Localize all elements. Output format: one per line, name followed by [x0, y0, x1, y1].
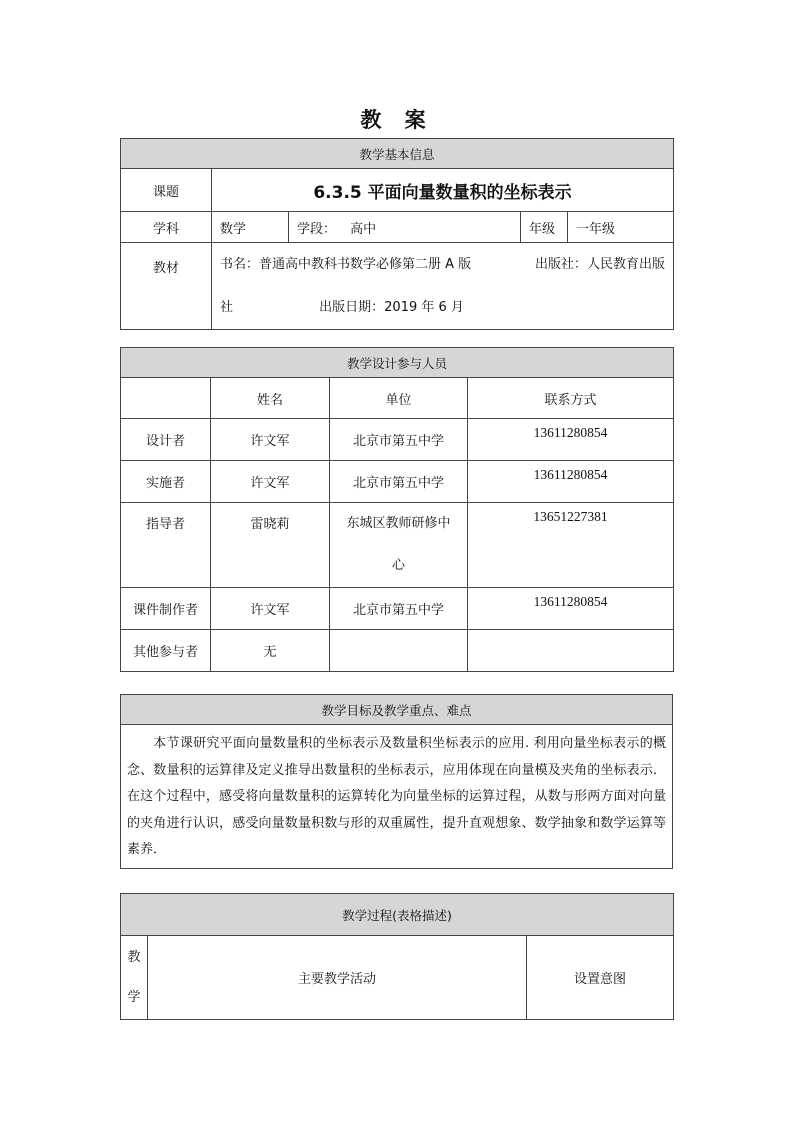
- basic-info-header: 教学基本信息: [121, 139, 674, 169]
- topic-value: 6.3.5 平面向量数量积的坐标表示: [212, 169, 674, 212]
- process-col3: 设置意图: [527, 936, 674, 1020]
- process-col2: 主要教学活动: [148, 936, 527, 1020]
- grade-label: 年级: [521, 212, 568, 243]
- table-row: [121, 503, 674, 588]
- table-row: [121, 588, 674, 630]
- goals-paragraph: 本节课研究平面向量数量积的坐标表示及数量积坐标表示的应用. 利用向量坐标表示的概念、数量积的运算律及定义推导出数量积的坐标表示，应用体现在向量模及夹角的坐标表示．在这个过程中，感受将向量数量积的运算转化为向量坐标的运算过程，从数与形两方面对向量的夹角进行认识，感受向量数量积数与形的双重属性，提升直观想象、数学抽象和数学运算等素养．: [127, 736, 666, 857]
- unit-line: 东城区教师研修中: [346, 516, 451, 531]
- goals-header: 教学目标及教学重点、难点: [121, 695, 673, 725]
- stage-cell: [289, 212, 521, 243]
- goals-table: [120, 694, 673, 869]
- process-header: 教学过程(表格描述): [121, 894, 674, 936]
- topic-label: 课题: [121, 169, 212, 212]
- publisher-suffix: 社: [220, 300, 234, 315]
- table-row: [121, 419, 674, 461]
- process-col1: [121, 936, 148, 1020]
- material-label: 教材: [121, 243, 212, 330]
- basic-info-table: [120, 138, 674, 330]
- publisher: 出版社：人民教育出版: [534, 257, 665, 272]
- participants-table: [120, 347, 674, 672]
- unit-line: 心: [391, 558, 405, 573]
- unit: 北京市第五中学: [330, 461, 468, 503]
- name: 许文军: [211, 461, 330, 503]
- phone: 13611280854: [468, 419, 674, 461]
- role: 课件制作者: [121, 588, 211, 630]
- unit: [330, 503, 468, 588]
- name: 许文军: [211, 588, 330, 630]
- participants-header: 教学设计参与人员: [121, 348, 674, 378]
- unit: 北京市第五中学: [330, 419, 468, 461]
- grade-value: 一年级: [568, 212, 674, 243]
- role: 实施者: [121, 461, 211, 503]
- process-col1-line: 学: [127, 989, 141, 1005]
- column-header: 姓名: [211, 378, 330, 419]
- table-row: [121, 461, 674, 503]
- phone: 13611280854: [468, 461, 674, 503]
- column-header: 单位: [330, 378, 468, 419]
- subject-label: 学科: [121, 212, 212, 243]
- column-header: [121, 378, 211, 419]
- role: 指导者: [121, 503, 211, 588]
- role: 其他参与者: [121, 630, 211, 672]
- name: 无: [211, 630, 330, 672]
- role: 设计者: [121, 419, 211, 461]
- page-title: 教 案: [360, 108, 434, 132]
- name: 雷晓莉: [211, 503, 330, 588]
- column-header: 联系方式: [468, 378, 674, 419]
- phone: 13611280854: [468, 588, 674, 630]
- process-col1-line: 教: [127, 949, 141, 965]
- unit: 北京市第五中学: [330, 588, 468, 630]
- name: 许文军: [211, 419, 330, 461]
- subject-value: 数学: [212, 212, 289, 243]
- phone: [468, 630, 674, 672]
- goals-text: [121, 725, 673, 869]
- stage-value: 高中: [350, 221, 377, 237]
- book-name: 书名：普通高中教科书数学必修第二册 A 版: [220, 257, 472, 272]
- stage-label: 学段：: [297, 221, 337, 237]
- publish-date: 出版日期：2019 年 6 月: [319, 300, 464, 315]
- material-value: [212, 243, 674, 330]
- unit: [330, 630, 468, 672]
- phone: 13651227381: [468, 503, 674, 588]
- table-row: [121, 630, 674, 672]
- process-table: [120, 893, 674, 1020]
